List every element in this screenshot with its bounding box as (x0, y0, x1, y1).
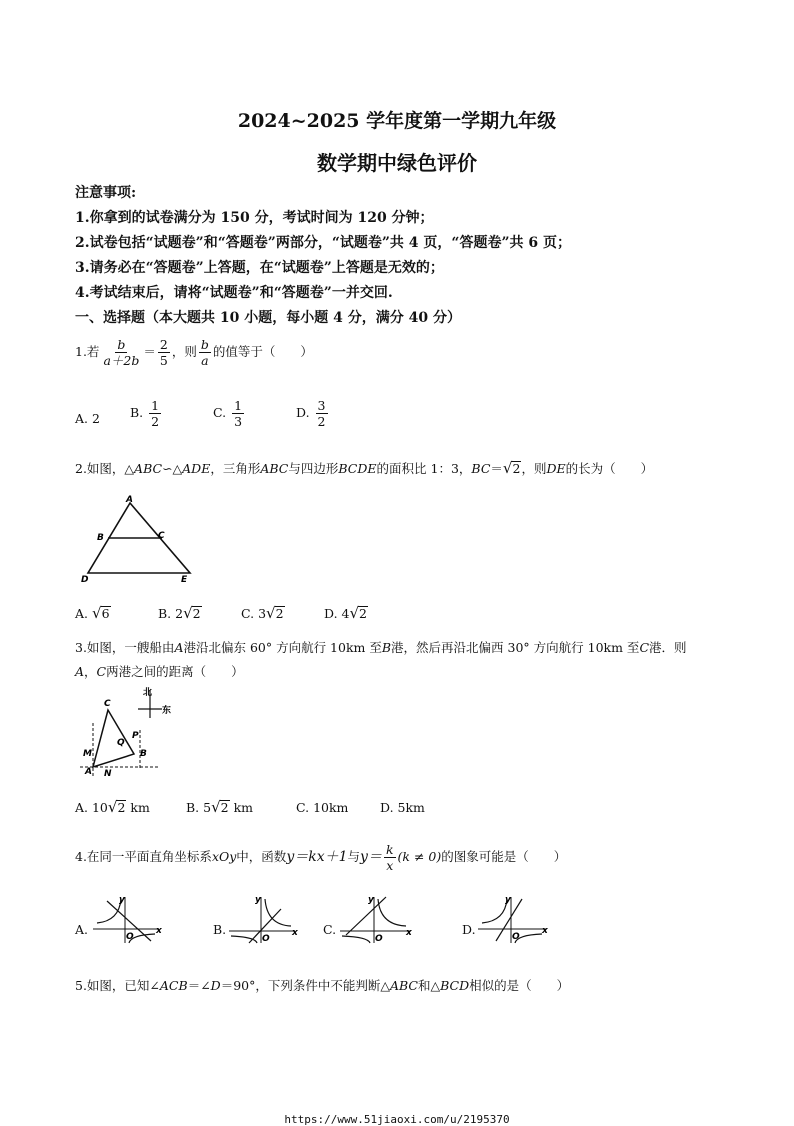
linear-line (346, 897, 386, 935)
q1-frac2-den: 5 (159, 353, 168, 368)
label-x: x (156, 926, 162, 936)
q2-text: ，则 (521, 461, 547, 476)
sqrt-icon: √ (183, 604, 193, 622)
q4-func-condition: (k ≠ 0) (397, 849, 442, 864)
q2-text: 与四边形 (288, 461, 339, 476)
label-east: 东 (162, 706, 172, 716)
q4-graph-b (229, 895, 297, 945)
sqrt-icon: √ (92, 604, 102, 622)
q4-xoy: xOy (211, 849, 237, 864)
q1-frac1-num: b (117, 337, 126, 352)
notice-heading: 注意事项: (75, 185, 137, 201)
q3-option-c[interactable]: C. 10km (296, 800, 349, 815)
q2-option-c-prefix: C. 3 (241, 606, 267, 621)
q2-text: 的面积比 1：3， (376, 461, 472, 476)
q3-c: C (639, 640, 650, 655)
section-heading: 一、选择题（本大题共 10 小题，每小题 4 分，满分 40 分） (75, 310, 461, 326)
question-2 (75, 459, 653, 477)
q2-abc: ABC (134, 461, 163, 476)
q4-func-linear: y＝kx＋1 (286, 849, 348, 865)
q2-option-c[interactable] (241, 604, 285, 622)
q1-option-d-den: 2 (317, 414, 326, 429)
q4-graph-a (93, 895, 161, 945)
question-5 (75, 976, 569, 994)
q1-option-d[interactable] (296, 398, 330, 429)
q3-a: A (174, 640, 184, 655)
q3-option-b-rad: 2 (220, 800, 229, 815)
sqrt-icon: √ (107, 798, 118, 816)
question-3-line2 (75, 662, 244, 680)
notice-item: 1.你拿到的试卷满分为 150 分，考试时间为 120 分钟； (75, 210, 434, 226)
q5-bcd: BCD (440, 978, 470, 993)
notice-item: 4.考试结束后，请将“试题卷”和“答题卷”一并交回. (75, 285, 393, 301)
q1-option-c-num: 1 (234, 398, 243, 413)
sqrt-icon: √ (349, 604, 360, 622)
q4-option-a[interactable]: A. (75, 922, 89, 937)
question-1 (75, 337, 313, 368)
q4-text: 的图象可能是（ ） (441, 849, 567, 864)
q2-radicand: 2 (512, 461, 521, 476)
label-a: A (85, 767, 92, 777)
q1-option-c-prefix: C. (213, 405, 227, 420)
q2-option-b-rad: 2 (192, 606, 201, 621)
q2-text: 2.如图，△ (75, 461, 135, 476)
q4-func-inverse-frac (384, 842, 396, 873)
q3-text: 港，然后再沿北偏西 30° 方向航行 10km 至 (391, 640, 640, 655)
q3-a: A (75, 664, 85, 679)
q5-abc: ABC (389, 978, 418, 993)
question-4 (75, 842, 566, 873)
q1-option-b-prefix: B. (130, 405, 144, 420)
label-o: O (512, 932, 520, 942)
q4-graph-c (340, 895, 412, 945)
label-p: P (132, 731, 139, 741)
question-3-line1 (75, 638, 687, 656)
sqrt-icon: √ (211, 798, 221, 816)
notice-item: 2.试卷包括“试题卷”和“答题卷”两部分，“试题卷”共 4 页，“答题卷”共 6 页； (75, 235, 572, 251)
label-q: Q (117, 738, 125, 748)
q2-bc: BC (471, 461, 491, 476)
q4-graph-d (478, 895, 548, 945)
q4-func-inverse-lhs: y＝ (360, 849, 382, 865)
q2-bcde: BCDE (338, 461, 377, 476)
q2-text: ，三角形 (210, 461, 261, 476)
label-o: O (262, 934, 270, 944)
q1-frac2-num: 2 (159, 337, 168, 352)
q3-navigation-figure (80, 688, 180, 783)
label-north: 北 (143, 688, 153, 698)
q1-option-d-prefix: D. (296, 405, 310, 420)
label-c: C (158, 531, 165, 541)
label-b: B (140, 749, 147, 759)
q2-option-a-rad: 6 (101, 606, 110, 621)
q5-text: 相似的是（ ） (469, 978, 570, 993)
q2-text: ＝ (490, 461, 503, 476)
q1-eq: ＝ (143, 344, 156, 359)
label-m: M (83, 749, 92, 759)
notice-item: 3.请务必在“答题卷”上答题，在“试题卷”上答题是无效的； (75, 260, 444, 276)
q3-option-a-prefix: A. 10 (75, 800, 108, 815)
q2-sim: ∽△ (162, 461, 183, 476)
q1-fraction-1 (101, 337, 141, 368)
q4-option-c[interactable]: C. (323, 922, 337, 937)
footer-url[interactable]: https://www.51jiaoxi.com/u/2195370 (284, 1113, 510, 1126)
q5-text: 5.如图，已知∠ (75, 978, 160, 993)
q1-option-c-den: 3 (234, 414, 243, 429)
label-n: N (104, 769, 112, 779)
label-o: O (126, 932, 134, 942)
q3-option-a[interactable] (75, 798, 150, 816)
label-y: y (119, 895, 125, 905)
label-o: O (375, 934, 383, 944)
label-d: D (81, 575, 89, 585)
q3-text: ， (84, 664, 97, 679)
hyperbola-branch (378, 899, 406, 926)
q1-fraction-3 (199, 337, 211, 368)
q2-text: 的长为（ ） (565, 461, 654, 476)
sqrt-icon: √ (266, 604, 276, 622)
label-y: y (368, 895, 374, 905)
q4-option-d[interactable]: D. (462, 922, 476, 937)
q3-option-a-rad: 2 (117, 800, 126, 815)
q1-frac3-den: a (201, 353, 209, 368)
q5-d: D (210, 978, 221, 993)
q1-prefix: 1.若 (75, 344, 100, 359)
q1-frac1-den: a＋2b (103, 353, 140, 368)
q5-acb: ACB (159, 978, 188, 993)
label-y: y (505, 895, 511, 905)
q1-option-c[interactable] (213, 398, 246, 429)
q4-func-num: k (385, 842, 394, 857)
q3-option-b-prefix: B. 5 (186, 800, 212, 815)
q1-option-d-frac (316, 398, 328, 429)
label-b: B (97, 533, 104, 543)
q2-de: DE (546, 461, 566, 476)
q2-ade: ADE (182, 461, 211, 476)
q1-option-b[interactable] (130, 398, 163, 429)
triangle-acb (93, 710, 134, 767)
exam-title-line1: 2024~2025 学年度第一学期九年级 (237, 110, 557, 132)
label-y: y (255, 895, 261, 905)
q1-fraction-2 (158, 337, 170, 368)
q1-frac3-num: b (200, 337, 209, 352)
label-x: x (542, 926, 548, 936)
label-a: A (126, 495, 133, 505)
q5-text: ＝90°，下列条件中不能判断△ (220, 978, 390, 993)
q1-option-b-den: 2 (151, 414, 160, 429)
q2-option-b-prefix: B. 2 (158, 606, 184, 621)
q2-triangle-figure (78, 495, 198, 585)
q2-option-b[interactable] (158, 604, 202, 622)
q2-abc: ABC (260, 461, 289, 476)
q1-option-a[interactable]: A. 2 (75, 411, 100, 426)
q1-option-b-frac (149, 398, 161, 429)
q4-text: 中，函数 (236, 849, 287, 864)
q3-option-d[interactable]: D. 5km (380, 800, 425, 815)
q2-option-a[interactable] (75, 604, 111, 622)
q2-option-d-prefix: D. 4 (324, 606, 350, 621)
label-e: E (181, 575, 188, 585)
q3-b: B (381, 640, 392, 655)
q4-option-b[interactable]: B. (213, 922, 227, 937)
q2-option-d-rad: 2 (359, 606, 367, 621)
hyperbola-branch (482, 899, 507, 923)
q1-option-b-num: 1 (151, 398, 160, 413)
q5-text: 和△ (418, 978, 441, 993)
q3-text: 港沿北偏东 60° 方向航行 10km 至 (183, 640, 382, 655)
q1-mid: ，则 (171, 344, 197, 359)
q2-option-a-prefix: A. (75, 606, 89, 621)
q4-text: 与 (347, 849, 361, 864)
q3-text: 两港之间的距离（ ） (106, 664, 244, 679)
exam-title-line2: 数学期中绿色评价 (317, 151, 477, 175)
label-c: C (104, 699, 111, 709)
q3-option-b-unit: km (233, 800, 254, 815)
q3-c: C (96, 664, 107, 679)
sqrt-icon: √ (502, 459, 513, 477)
q3-option-b[interactable] (186, 798, 253, 816)
q4-text: 4.在同一平面直角坐标系 (75, 849, 212, 864)
hyperbola-branch (342, 936, 370, 943)
q4-func-den: x (386, 858, 394, 873)
q3-option-a-unit: km (130, 800, 150, 815)
q1-option-d-num: 3 (317, 398, 326, 413)
label-x: x (292, 928, 298, 938)
q5-text: ＝∠ (187, 978, 211, 993)
q1-tail: 的值等于（ ） (212, 344, 313, 359)
q3-text: 港．则 (649, 640, 687, 655)
q2-option-d[interactable] (324, 604, 368, 622)
q1-option-c-frac (232, 398, 244, 429)
label-x: x (406, 928, 412, 938)
q2-option-c-rad: 2 (275, 606, 284, 621)
q3-text: 3.如图，一艘船由 (75, 640, 175, 655)
